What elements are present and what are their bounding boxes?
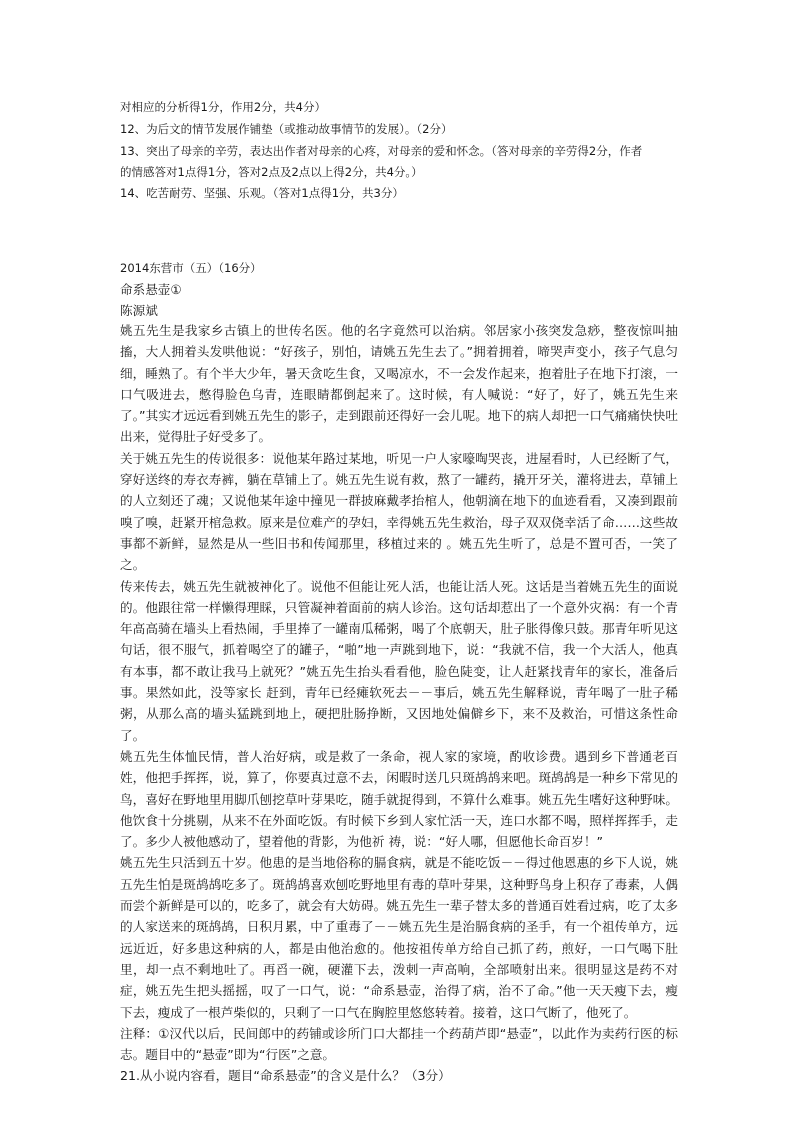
- story-paragraph-4: 姚五先生体恤民情，普人治好病，或是救了一条命，视人家的家境，酌收诊费。遇到乡下普通老百姓，他把手挥挥，说，算了，你要真过意不去，闲暇时送几只斑鸪鸪来吧。斑鸪鸪是一种乡下常见的鸟，喜好在野地里用脚爪刨挖草叶芽果吃，随手就捉得到，不算什么难事。姚五先生嗜好这种野味。他饮食十分挑剔，从来不在外面吃饭。有时候下乡到人家忙活一天，连口水都不喝，照样挥挥手，走了。多少人被他感动了，望着他的背影，为他祈 祷，说：“好人哪，但愿他长命百岁！”: [120, 748, 678, 850]
- story-author: 陈源斌: [120, 303, 158, 318]
- story-paragraph-2: 关于姚五先生的传说很多：说他某年路过某地，听见一户人家嚎啕哭丧，进屋看时，人已经断了气，穿好送终的寿衣寿裤，躺在草铺上了。姚五先生说有救，熬了一罐药，撬开牙关，灌将进去，草铺上的人立刻还了魂；又说他某年途中撞见一群披麻戴孝抬棺人，他朝滴在地下的血迹看看，又凑到跟前嗅了嗅，赶紧开棺急救。原来是位难产的孕妇，幸得姚五先生救治，母子双双侥幸活了命……这些故事都不新鲜，显然是从一些旧书和传闻那里，移植过来的 。姚五先生听了，总是不置可否，一笑了之。: [120, 450, 678, 573]
- answer-line-14: 14、吃苦耐劳、坚强、乐观。（答对1点得1分，共3分）: [120, 186, 404, 200]
- answer-line-13: 13、突出了母亲的辛劳，表达出作者对母亲的心疼，对母亲的爱和怀念。（答对母亲的辛劳得2分，作者: [120, 144, 643, 158]
- question-21: 21.从小说内容看，题目“命系悬壶”的含义是什么？（3分）: [120, 1068, 451, 1084]
- answer-line-1: 对相应的分析得1分，作用2分，共4分）: [120, 100, 326, 114]
- story-body: [120, 320, 678, 1087]
- section-source: 2014东营市（五）（16分）: [120, 261, 262, 275]
- story-paragraph-3: 传来传去，姚五先生就被神化了。说他不但能让死人活，也能让活人死。这话是当着姚五先生的面说的。他跟往常一样懒得理睬，只管凝神着面前的病人诊治。这句话却惹出了一个意外灾祸：有一个青年高高骑在墙头上看热闹，手里捧了一罐南瓜稀粥，喝了个底朝天，肚子胀得像只鼓。那青年听见这句话，很不服气，抓着喝空了的罐子，“啪”地一声跳到地下，说：“我就不信，我一个大活人，他真有本事，都不敢让我马上就死？”姚五先生抬头看看他，脸色陡变，让人赶紧找青年的家长，准备后事。果然如此，没等家长 赶到，青年已经瘫软死去－－事后，姚五先生解释说，青年喝了一肚子稀粥，从那么高的墙头猛跳到地上，硬把肚肠挣断，又因地处偏僻乡下，来不及救治，可惜这条性命了。: [120, 578, 678, 743]
- story-paragraph-1: 姚五先生是我家乡古镇上的世传名医。他的名字竟然可以治病。邻居家小孩突发急痧，整夜惊叫抽搐，大人拥着头发哄他说：“好孩子，别怕，请姚五先生去了。”拥着拥着，啼哭声变小，孩子气息匀细，睡熟了。有个半大少年，暑天贪吃生食，又喝凉水，不一会发作起来，抱着肚子在地下打滚，一口气吸进去，憋得脸色乌青，连眼睛都倒起来了。这时候，有人喊说：“好了，好了，姚五先生来了。”其实才远远看到姚五先生的影子，走到跟前还得好一会儿呢。地下的病人却把一口气痛痛快快吐出来，觉得肚子好受多了。: [120, 323, 678, 445]
- answer-line-13-continued: 的情感答对1点得1分，答对2点及2点以上得2分，共4分。）: [120, 165, 423, 179]
- story-title: 命系悬壶①: [120, 282, 182, 297]
- answer-line-12: 12、为后文的情节发展作铺垫（或推动故事情节的发展）。（2分）: [120, 122, 453, 136]
- footnote: 注释：①汉代以后，民间郎中的药铺或诊所门口大都挂一个药葫芦即“悬壶”，以此作为卖药行医的标志。题目中的“悬壶”即为“行医”之意。: [120, 1025, 678, 1063]
- story-paragraph-5: 姚五先生只活到五十岁。他患的是当地俗称的膈食病，就是不能吃饭－－得过他恩惠的乡下人说，姚五先生怕是斑鸪鸪吃多了。斑鸪鸪喜欢刨吃野地里有毒的草叶芽果，这种野鸟身上积存了毒素，人偶而尝个新鲜是可以的，吃多了，就会有大妨碍。姚五先生一辈子替太多的普通百姓看过病，吃了太多的人家送来的斑鸪鸪，日积月累，中了重毒了－－姚五先生是治膈食病的圣手，有一个祖传单方，远远近近，好多患这种病的人，都是由他治愈的。他按祖传单方给自己抓了药，煎好，一口气喝下肚里，却一点不剩地吐了。再舀一碗，硬灌下去，泼刺一声高响，全部喷射出来。很明显这是药不对症，姚五先生把头摇摇，叹了一口气，说：“命系悬壶，治得了病，治不了命。”他一天天瘦下去，瘦下去，瘦成了一根芦柴似的，只剩了一口气在胸腔里悠悠转着。接着，这口气断了，他死了。: [120, 855, 678, 1020]
